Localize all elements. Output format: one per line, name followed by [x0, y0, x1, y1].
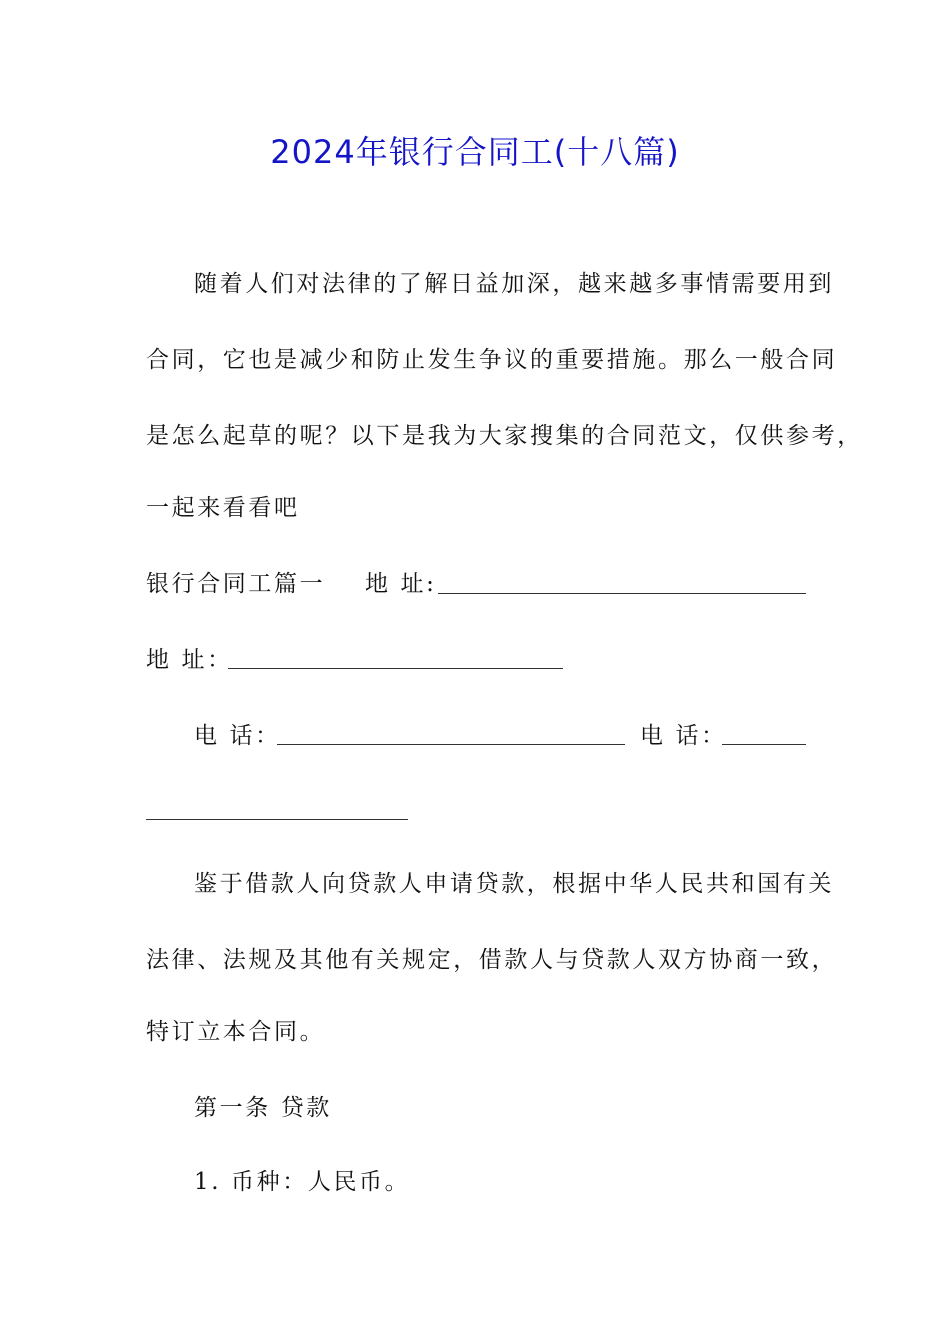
address-blank-2 — [228, 668, 563, 669]
article-1-item-1: 1. 币种：人民币。 — [194, 1169, 411, 1195]
intro-line-4: 一起来看看吧 — [146, 495, 300, 521]
section-heading: 银行合同工篇一 — [146, 571, 326, 597]
address-blank-1 — [438, 593, 806, 594]
intro-line-2: 合同，它也是减少和防止发生争议的重要措施。那么一般合同 — [146, 347, 838, 373]
address-label-1: 地 址: — [365, 571, 437, 597]
phone-label-1: 电 话： — [194, 723, 281, 749]
phone-blank-1 — [277, 744, 625, 745]
body-line-3: 特订立本合同。 — [146, 1019, 326, 1045]
phone-blank-2 — [722, 744, 806, 745]
intro-line-1: 随着人们对法律的了解日益加深，越来越多事情需要用到 — [194, 271, 834, 297]
body-line-2: 法律、法规及其他有关规定，借款人与贷款人双方协商一致， — [146, 947, 838, 973]
address-label-2: 地 址： — [146, 647, 233, 673]
phone-label-2: 电 话： — [640, 723, 727, 749]
article-1-title: 第一条 贷款 — [194, 1095, 332, 1121]
document-title: 2024年银行合同工(十八篇) — [270, 133, 680, 171]
phone-blank-2-cont — [146, 819, 408, 820]
body-line-1: 鉴于借款人向贷款人申请贷款，根据中华人民共和国有关 — [194, 871, 834, 897]
intro-line-3: 是怎么起草的呢？以下是我为大家搜集的合同范文，仅供参考， — [146, 423, 863, 449]
